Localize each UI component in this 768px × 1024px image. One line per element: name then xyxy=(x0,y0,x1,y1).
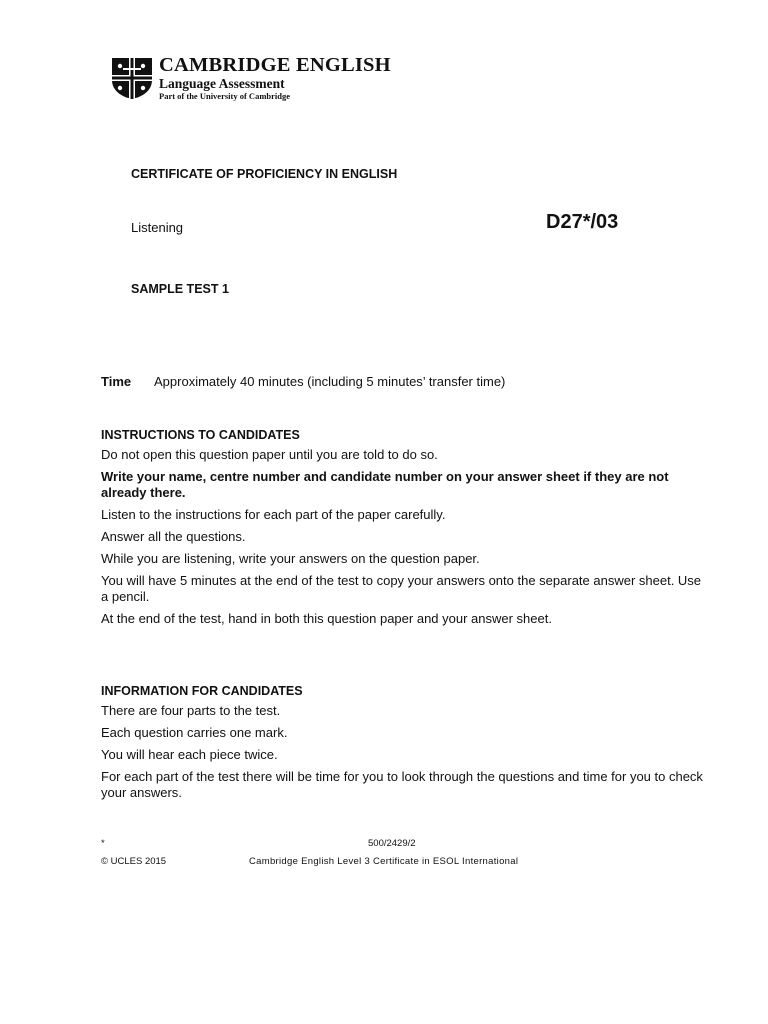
instructions-section xyxy=(101,428,711,633)
information-item: There are four parts to the test. xyxy=(101,703,281,718)
instruction-item: At the end of the test, hand in both this question paper and your answer sheet. xyxy=(101,611,552,626)
footer-level: Cambridge English Level 3 Certificate in ESOL International xyxy=(249,856,519,867)
instruction-item: Do not open this question paper until you are told to do so. xyxy=(101,447,438,462)
information-item: Each question carries one mark. xyxy=(101,725,288,740)
paper-code: D27*/03 xyxy=(546,211,619,233)
time-value: Approximately 40 minutes (including 5 minutes’ transfer time) xyxy=(154,374,506,389)
instruction-item: Answer all the questions. xyxy=(101,529,246,544)
logo-tagline: Part of the University of Cambridge xyxy=(159,91,291,101)
instruction-item: While you are listening, write your answers on the question paper. xyxy=(101,551,480,566)
paper-name: Listening xyxy=(131,220,184,235)
footer-star: * xyxy=(101,838,105,849)
information-item: For each part of the test there will be time for you to look through the questions and time for you to check your answers. xyxy=(101,769,703,800)
time-label: Time xyxy=(101,374,132,389)
instruction-item: You will have 5 minutes at the end of the test to copy your answers onto the separate answer sheet. Use a pencil. xyxy=(101,573,702,604)
cambridge-english-logo xyxy=(109,54,409,102)
information-section xyxy=(101,684,711,807)
instructions-heading: INSTRUCTIONS TO CANDIDATES xyxy=(101,428,300,442)
cambridge-shield-icon xyxy=(109,56,155,100)
information-item: You will hear each piece twice. xyxy=(101,747,278,762)
logo-subtitle: Language Assessment xyxy=(159,76,285,91)
information-heading: INFORMATION FOR CANDIDATES xyxy=(101,684,303,698)
sample-test-title: SAMPLE TEST 1 xyxy=(131,282,229,296)
logo-brand: CAMBRIDGE ENGLISH xyxy=(159,54,391,76)
certificate-title: CERTIFICATE OF PROFICIENCY IN ENGLISH xyxy=(131,167,398,181)
footer-copyright: © UCLES 2015 xyxy=(101,856,167,867)
instruction-item: Listen to the instructions for each part of the paper carefully. xyxy=(101,507,446,522)
footer-qualification-code: 500/2429/2 xyxy=(368,838,416,849)
instruction-item: Write your name, centre number and candidate number on your answer sheet if they are not already there. xyxy=(101,469,669,500)
